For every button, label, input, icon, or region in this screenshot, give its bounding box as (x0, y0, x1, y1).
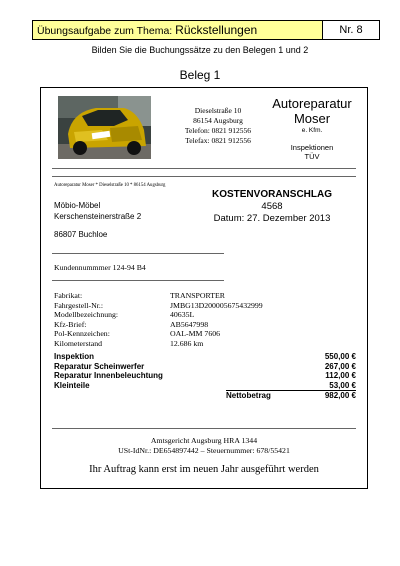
total-label: Nettobetrag (226, 391, 271, 400)
vehicle-row (54, 339, 263, 349)
cost-amount: 53,00 € (329, 380, 356, 390)
letterhead-fax: Telefax: 0821 912556 (185, 136, 251, 145)
recipient-city: 86807 Buchloe (54, 230, 108, 239)
cost-amount: 267,00 € (324, 361, 356, 371)
vehicle-value: OAL-MM 7606 (170, 329, 221, 338)
cost-label: Reparatur Scheinwerfer (54, 361, 145, 371)
vehicle-label: Fabrikat: (54, 291, 83, 300)
footer-divider (52, 428, 356, 429)
beleg-title: Beleg 1 (179, 68, 221, 82)
cost-label: Inspektion (54, 352, 95, 361)
topic-cell (33, 21, 322, 39)
cost-row (54, 381, 356, 391)
cost-amount: 112,00 € (325, 371, 356, 381)
document-number: 4568 (261, 201, 283, 212)
sender-line: Autoreparatur Moser * Dieselstraße 10 * 86154 Augsburg (54, 183, 166, 188)
cost-label: Kleinteile (54, 380, 90, 390)
total-row (226, 391, 356, 400)
vehicle-value: JMBG13D200005675432999 (170, 300, 263, 310)
letterhead-address (178, 106, 258, 146)
letterhead-divider-2 (52, 176, 356, 177)
recipient-name: Möbio-Möbel (54, 201, 101, 210)
company-name-line1: Autoreparatur (272, 96, 352, 111)
customer-divider (52, 280, 224, 281)
vehicle-label: Fahrgestell-Nr.: (54, 300, 104, 310)
recipient-address (54, 200, 141, 222)
service-inspektionen: Inspektionen (290, 143, 334, 152)
vehicle-label: Modellbezeichnung: (54, 310, 119, 319)
date-label: Datum: (213, 213, 245, 224)
cost-row (54, 371, 356, 381)
company-name-line2: Moser (293, 111, 331, 126)
footer-note: Ihr Auftrag kann erst im neuen Jahr ausgeführt werden (89, 464, 319, 475)
vehicle-value: 12.686 km (170, 338, 204, 348)
letterhead-street: Dieselstraße 10 (194, 106, 242, 115)
vehicle-row (54, 301, 263, 311)
customer-number: Kundennummmer 124-94 B4 (54, 263, 146, 272)
footer-tax: USt-IdNr.: DE654897442 – Steuernummer: 678/55421 (118, 446, 290, 455)
vehicle-label: Kilometerstand (54, 338, 103, 348)
vehicle-label: Pol-Kennzeichen: (54, 329, 110, 338)
total-amount: 982,00 € (324, 391, 356, 400)
worksheet-header (32, 20, 380, 40)
cost-label: Reparatur Innenbeleuchtung (54, 371, 163, 381)
document-date (210, 213, 334, 225)
company-block (262, 96, 362, 161)
cost-row (54, 362, 356, 372)
cost-items (54, 352, 356, 390)
damaged-car-photo (58, 96, 151, 159)
service-tuev: TÜV (304, 152, 320, 161)
company-suffix: e. Kfm. (301, 127, 323, 134)
cost-amount: 550,00 € (324, 352, 356, 361)
vehicle-value: AB5647998 (170, 319, 209, 329)
footer-court: Amtsgericht Augsburg HRA 1344 (150, 436, 258, 445)
task-instruction: Bilden Sie die Buchungssätze zu den Belegen 1 und 2 (91, 45, 309, 55)
address-divider (52, 253, 224, 254)
vehicle-row (54, 329, 263, 339)
document-title: KOSTENVORANSCHLAG (211, 189, 332, 200)
topic-prefix: Übungsaufgabe zum Thema: (37, 25, 173, 37)
letterhead-city: 86154 Augsburg (193, 116, 243, 125)
vehicle-label: Kfz-Brief: (54, 319, 87, 329)
topic-title: Rückstellungen (175, 23, 258, 37)
vehicle-row (54, 310, 263, 320)
vehicle-details (54, 291, 263, 348)
letterhead-phone: Telefon: 0821 912556 (184, 126, 252, 135)
vehicle-row (54, 320, 263, 330)
letterhead-divider (52, 168, 356, 169)
recipient-street: Kerschensteinerstraße 2 (54, 212, 142, 221)
document-title-block (210, 189, 334, 225)
vehicle-value: 40635L (170, 310, 195, 319)
exercise-number: Nr. 8 (322, 21, 379, 39)
date-value: 27. Dezember 2013 (246, 213, 331, 224)
footer-legal (40, 436, 368, 456)
cost-row (54, 352, 356, 362)
vehicle-value: TRANSPORTER (170, 291, 225, 300)
vehicle-row (54, 291, 263, 301)
